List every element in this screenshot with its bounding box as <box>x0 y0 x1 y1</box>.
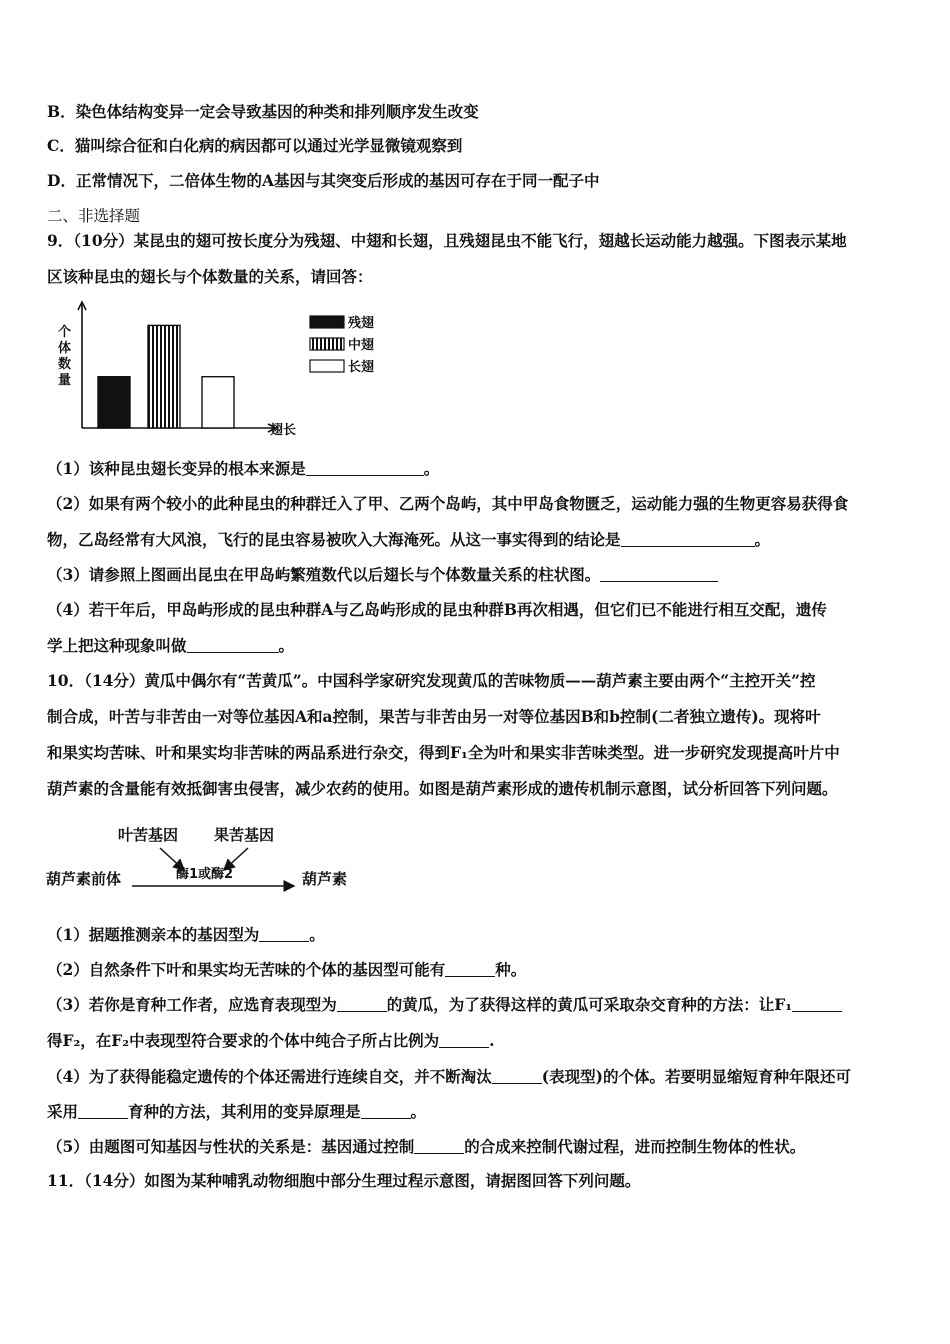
legend-swatch-1 <box>310 316 344 328</box>
fruit-bitter-gene-label: 果苦基因 <box>214 826 275 844</box>
answer-blank[interactable] <box>259 925 309 942</box>
option-b: B．染色体结构变异一定会导致基因的种类和排列顺序发生改变 <box>47 102 479 121</box>
legend-swatch-3 <box>310 360 344 372</box>
q9-sub3: （3）请参照上图画出昆虫在甲岛屿繁殖数代以后翅长与个体数量关系的柱状图。 <box>47 564 718 586</box>
legend-label-2: 中翅 <box>348 338 375 353</box>
q10-stem-line1: 10．（14分）黄瓜中偶尔有“苦黄瓜”。中国科学家研究发现黄瓜的苦味物质——葫芦素主要由两个“主控开关”控 <box>47 671 816 690</box>
option-d: D．正常情况下，二倍体生物的A基因与其突变后形成的基因可存在于同一配子中 <box>47 171 600 190</box>
leaf-bitter-gene-label: 叶苦基因 <box>118 826 179 844</box>
answer-blank[interactable] <box>187 636 279 653</box>
answer-blank[interactable] <box>414 1137 464 1154</box>
product-label: 葫芦素 <box>302 870 348 888</box>
answer-blank[interactable] <box>600 565 718 582</box>
wing-length-bar-chart <box>52 300 392 440</box>
q10-sub3-line1: （3）若你是育种工作者，应选育表现型为 的黄瓜，为了获得这样的黄瓜可采取杂交育种的方法：让F₁ <box>47 994 842 1016</box>
option-c: C．猫叫综合征和白化病的病因都可以通过光学显微镜观察到 <box>47 136 463 155</box>
q10-sub4-line1: （4）为了获得能稳定遗传的个体还需进行连续自交，并不断淘汰 (表现型)的个体。若要明显缩短育种年限还可 <box>47 1067 851 1086</box>
enzyme-label: 酶1或酶2 <box>176 867 234 882</box>
q9-sub4-line1: （4）若干年后，甲岛屿形成的昆虫种群A与乙岛屿形成的昆虫种群B再次相遇，但它们已不能进行相互交配，遗传 <box>47 600 827 619</box>
y-axis-label: 数 <box>58 357 72 372</box>
legend-label-1: 残翅 <box>348 316 375 331</box>
y-axis-label: 体 <box>58 341 72 356</box>
answer-blank[interactable] <box>492 1067 542 1084</box>
answer-blank[interactable] <box>306 459 424 476</box>
x-axis-label: 翅长 <box>270 423 297 438</box>
q9-sub1: （1）该种昆虫翅长变异的根本来源是 。 <box>47 459 440 478</box>
answer-blank[interactable] <box>78 1102 128 1119</box>
precursor-label: 葫芦素前体 <box>46 870 122 888</box>
q9-stem-line2: 区该种昆虫的翅长与个体数量的关系，请回答： <box>47 267 373 286</box>
q9-stem-line1: 9．（10分）某昆虫的翅可按长度分为残翅、中翅和长翅，且残翅昆虫不能飞行，翅越长运动能力越强。下图表示某地 <box>47 231 847 250</box>
q9-sub2-line2: 物，乙岛经常有大风浪，飞行的昆虫容易被吹入大海淹死。从这一事实得到的结论是 。 <box>47 530 771 549</box>
section-heading: 二、非选择题 <box>47 207 141 225</box>
bar-2 <box>148 325 180 428</box>
y-axis-label: 量 <box>58 373 72 388</box>
answer-blank[interactable] <box>792 995 842 1012</box>
answer-blank[interactable] <box>621 530 755 547</box>
y-axis-label: 个 <box>58 325 72 340</box>
answer-blank[interactable] <box>445 960 495 977</box>
q11-stem: 11．（14分）如图为某种哺乳动物细胞中部分生理过程示意图，请据图回答下列问题。 <box>47 1171 641 1190</box>
legend-swatch-2 <box>310 338 344 350</box>
cucurbitacin-mechanism-diagram <box>44 818 374 900</box>
legend-label-3: 长翅 <box>348 360 375 375</box>
q10-sub5: （5）由题图可知基因与性状的关系是：基因通过控制 的合成来控制代谢过程，进而控制生物体的性状。 <box>47 1137 806 1156</box>
q10-sub1: （1）据题推测亲本的基因型为 。 <box>47 925 325 944</box>
bar-1 <box>98 377 130 428</box>
q9-sub4-line2: 学上把这种现象叫做 。 <box>47 636 295 655</box>
q10-stem-line4: 葫芦素的含量能有效抵御害虫侵害，减少农药的使用。如图是葫芦素形成的遗传机制示意图，试分析回答下列问题。 <box>47 779 838 798</box>
q10-stem-line2: 制合成，叶苦与非苦由一对等位基因A和a控制，果苦与非苦由另一对等位基因B和b控制(二者独立遗传)。现将叶 <box>47 707 821 726</box>
q10-sub3-line2: 得F₂，在F₂中表现型符合要求的个体中纯合子所占比例为 . <box>47 1031 495 1050</box>
answer-blank[interactable] <box>361 1102 411 1119</box>
q10-sub4-line2: 采用 育种的方法，其利用的变异原理是 。 <box>47 1102 427 1121</box>
answer-blank[interactable] <box>439 1031 489 1048</box>
bar-3 <box>202 377 234 428</box>
q9-sub2-line1: （2）如果有两个较小的此种昆虫的种群迁入了甲、乙两个岛屿，其中甲岛食物匮乏，运动能力强的生物更容易获得食 <box>47 494 849 513</box>
answer-blank[interactable] <box>337 995 387 1012</box>
q10-stem-line3: 和果实均苦味、叶和果实均非苦味的两品系进行杂交，得到F₁全为叶和果实非苦味类型。进一步研究发现提高叶片中 <box>47 743 840 762</box>
q10-sub2: （2）自然条件下叶和果实均无苦味的个体的基因型可能有 种。 <box>47 960 527 979</box>
